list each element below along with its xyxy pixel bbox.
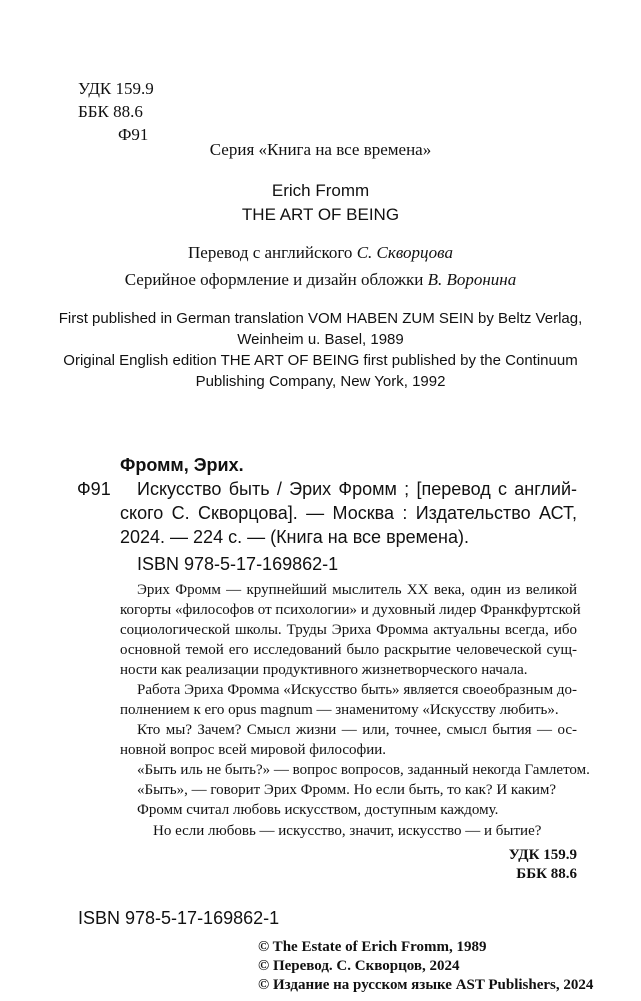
catalog-line1: Искусство быть / Эрих Фромм ; [перевод с англий- [137, 479, 577, 499]
catalog-mark: Ф91 [77, 479, 111, 499]
catalog-isbn: ISBN 978-5-17-169862-1 [137, 554, 339, 574]
annotation-line: Эрих Фромм — крупнейший мыслитель XX века, один из великой [137, 582, 577, 598]
annotation-line: Кто мы? Зачем? Смысл жизни — или, точнее, смысл бытия — ос- [137, 722, 577, 738]
designer-name: В. Воронина [427, 270, 517, 289]
copyright-line: © Издание на русском языке AST Publishers, 2024 [258, 977, 594, 993]
annotation-line: ности как реализации продуктивного жизнетворческого начала. [120, 662, 528, 678]
annotation-line: новной вопрос всей мировой философии. [120, 742, 387, 758]
first-published-line1: First published in German translation VOM HABEN ZUM SEIN by Beltz Verlag, [58, 310, 583, 327]
translator-name: С. Скворцова [356, 243, 453, 262]
first-published-line2: Weinheim u. Basel, 1989 [237, 331, 404, 348]
isbn-bottom: ISBN 978-5-17-169862-1 [78, 908, 280, 928]
annotation-line: когорты «философов от психологии» и духовный лидер Франкфуртской [120, 602, 581, 618]
series-title: Серия «Книга на все времена» [209, 140, 432, 159]
annotation-line: социологической школы. Труды Эриха Фромма актуальны всегда, ибо [120, 622, 577, 638]
translation-prefix: Перевод с английского [188, 243, 357, 262]
annotation-line: Но если любовь — искусство, значит, искусство — и бытие? [153, 823, 542, 839]
design-prefix: Серийное оформление и дизайн обложки [124, 270, 428, 289]
annotation-bbk: ББК 88.6 [516, 866, 577, 882]
copyright-line: © Перевод. С. Скворцов, 2024 [258, 958, 460, 974]
catalog-line3: 2024. — 224 с. — (Книга на все времена). [120, 527, 469, 547]
annotation-line: «Быть иль не быть?» — вопрос вопросов, заданный некогда Гамлетом. [137, 762, 590, 778]
annotation-line: Фромм считал любовь искусством, доступным каждому. [137, 802, 499, 818]
original-edition-line2: Publishing Company, New York, 1992 [195, 373, 446, 390]
translation-credit [0, 243, 641, 263]
annotation-line: «Быть», — говорит Эрих Фромм. Но если быть, то как? И каким? [137, 782, 557, 798]
bbk-code: ББК 88.6 [78, 102, 143, 121]
catalog-line2: ского С. Скворцова]. — Москва : Издательство АСТ, [120, 503, 577, 523]
annotation-line: полнением к его opus magnum — знаменитому «Искусству любить». [120, 702, 559, 718]
original-author: Erich Fromm [271, 181, 370, 200]
annotation-line: Работа Эриха Фромма «Искусство быть» является своеобразным до- [137, 682, 577, 698]
copyright-line: © The Estate of Erich Fromm, 1989 [258, 939, 487, 955]
design-credit [0, 270, 641, 290]
udk-code: УДК 159.9 [78, 79, 154, 98]
annotation-udk: УДК 159.9 [508, 847, 577, 863]
original-title: THE ART OF BEING [241, 205, 400, 224]
author-mark: Ф91 [118, 125, 149, 144]
catalog-heading: Фромм, Эрих. [120, 455, 244, 475]
original-edition-line1: Original English edition THE ART OF BEING first published by the Continuum [63, 352, 578, 369]
annotation-line: основной темой его исследований было раскрытие человеческой сущ- [120, 642, 577, 658]
